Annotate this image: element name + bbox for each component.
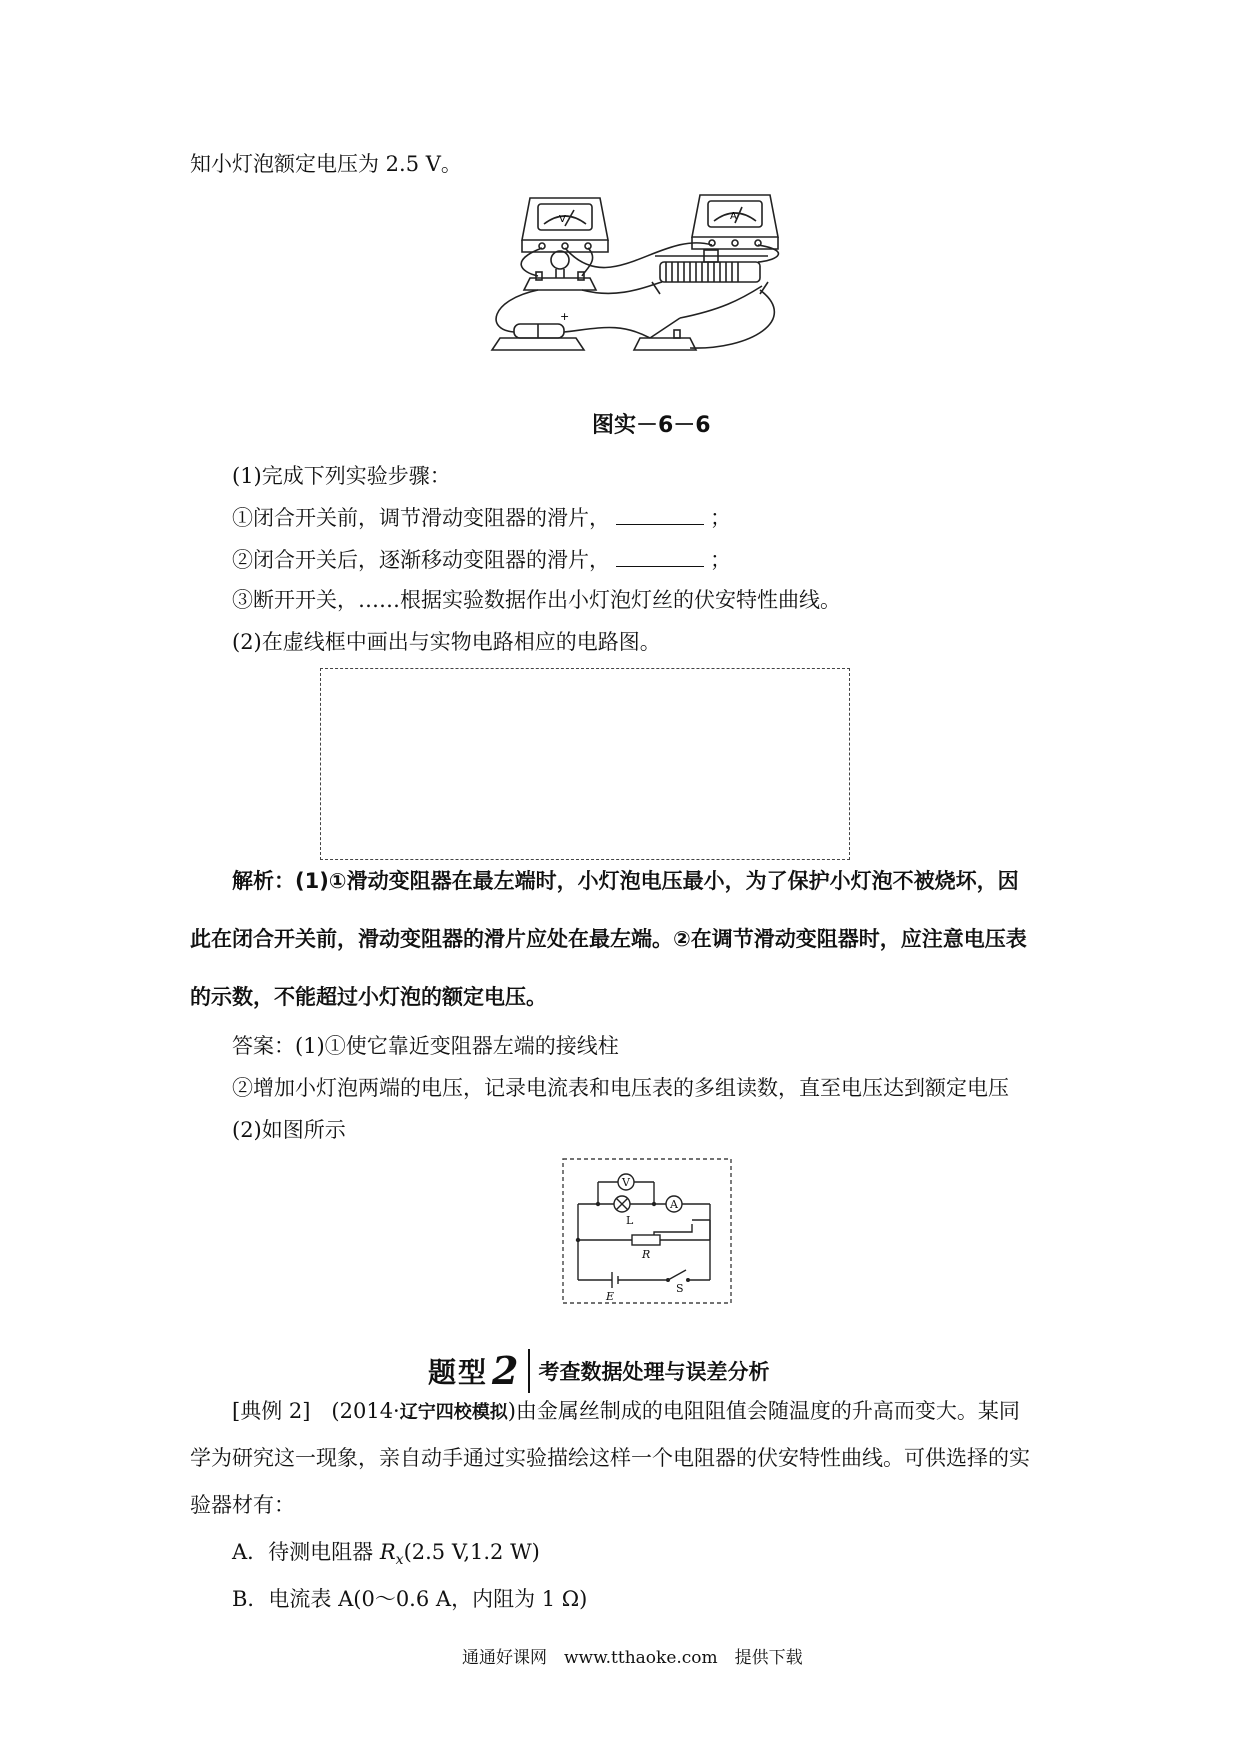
option-a-spec: (2.5 V,1.2 W): [403, 1540, 540, 1564]
q1-step2-end: ；: [710, 548, 731, 572]
option-a-sub: x: [395, 1552, 404, 1569]
q1-step2-blank[interactable]: [616, 544, 704, 567]
voltmeter-label: V: [559, 214, 566, 225]
rheostat-symbol: [632, 1235, 660, 1245]
q1-step1-text: ①闭合开关前，调节滑动变阻器的滑片，: [232, 506, 610, 530]
example-line-1: [232, 1397, 1020, 1427]
answer-line-3: (2)如图所示: [232, 1118, 346, 1142]
option-a-text: A．待测电阻器: [232, 1540, 380, 1564]
example-source: 辽宁四校模拟: [399, 1402, 508, 1423]
q1-step2-text: ②闭合开关后，逐渐移动变阻器的滑片，: [232, 548, 610, 572]
drawing-area-box[interactable]: [320, 668, 850, 860]
label-l: L: [626, 1214, 634, 1227]
analysis-line-2: 此在闭合开关前，滑动变阻器的滑片应处在最左端。②在调节滑动变阻器时，应注意电压表: [190, 927, 1027, 951]
q1-step1: [232, 502, 731, 532]
battery-plus-label: +: [560, 310, 570, 323]
q1-step1-blank[interactable]: [616, 502, 704, 525]
apparatus-figure: [490, 190, 820, 385]
option-a: [232, 1538, 540, 1574]
label-a: A: [670, 1198, 678, 1211]
answer-line-2: ②增加小灯泡两端的电压，记录电流表和电压表的多组读数，直至电压达到额定电压: [232, 1076, 1009, 1100]
label-r: R: [642, 1248, 651, 1261]
answer-line-1: 答案：(1)①使它靠近变阻器左端的接线柱: [232, 1034, 619, 1058]
example-text: )由金属丝制成的电阻阻值会随温度的升高而变大。某同: [507, 1399, 1020, 1423]
q1-step1-end: ；: [710, 506, 731, 530]
voltmeter-icon: [522, 198, 608, 252]
label-s: S: [676, 1282, 684, 1295]
figure-caption: 图实－6－6: [592, 413, 711, 438]
example-line-2: 学为研究这一现象，亲自动手通过实验描绘这样一个电阻器的伏安特性曲线。可供选择的实: [190, 1446, 1030, 1470]
example-prefix: [典例 2] (2014·: [232, 1399, 400, 1423]
intro-line: 知小灯泡额定电压为 2.5 V。: [190, 152, 462, 176]
section-tag: 题型: [428, 1355, 489, 1389]
switch-symbol: [668, 1270, 686, 1280]
q1-heading: (1)完成下列实验步骤：: [232, 464, 451, 488]
ammeter-icon: [692, 195, 778, 249]
label-e: E: [606, 1290, 615, 1303]
analysis-line-1: 解析：(1)①滑动变阻器在最左端时，小灯泡电压最小，为了保护小灯泡不被烧坏，因: [232, 869, 1019, 893]
option-b: B．电流表 A(0～0.6 A，内阻为 1 Ω): [232, 1587, 588, 1611]
section-title: 考查数据处理与误差分析: [538, 1359, 770, 1384]
circuit-diagram: [562, 1158, 732, 1304]
q1-step2: [232, 544, 731, 574]
section-number: 2: [492, 1348, 519, 1393]
ammeter-label: A: [730, 211, 737, 222]
example-line-3: 验器材有：: [190, 1493, 295, 1517]
analysis-line-3: 的示数，不能超过小灯泡的额定电压。: [190, 985, 547, 1009]
q2-heading: (2)在虚线框中画出与实物电路相应的电路图。: [232, 630, 661, 654]
section-header: [428, 1348, 769, 1393]
battery-icon: [492, 324, 584, 350]
label-v: V: [622, 1176, 630, 1189]
q1-step3: ③断开开关，……根据实验数据作出小灯泡灯丝的伏安特性曲线。: [232, 588, 841, 612]
rheostat-icon: [652, 250, 768, 294]
page-footer: 通通好课网 www.tthaoke.com 提供下载: [462, 1648, 803, 1668]
section-divider: [528, 1349, 530, 1393]
option-a-var: R: [379, 1540, 396, 1564]
